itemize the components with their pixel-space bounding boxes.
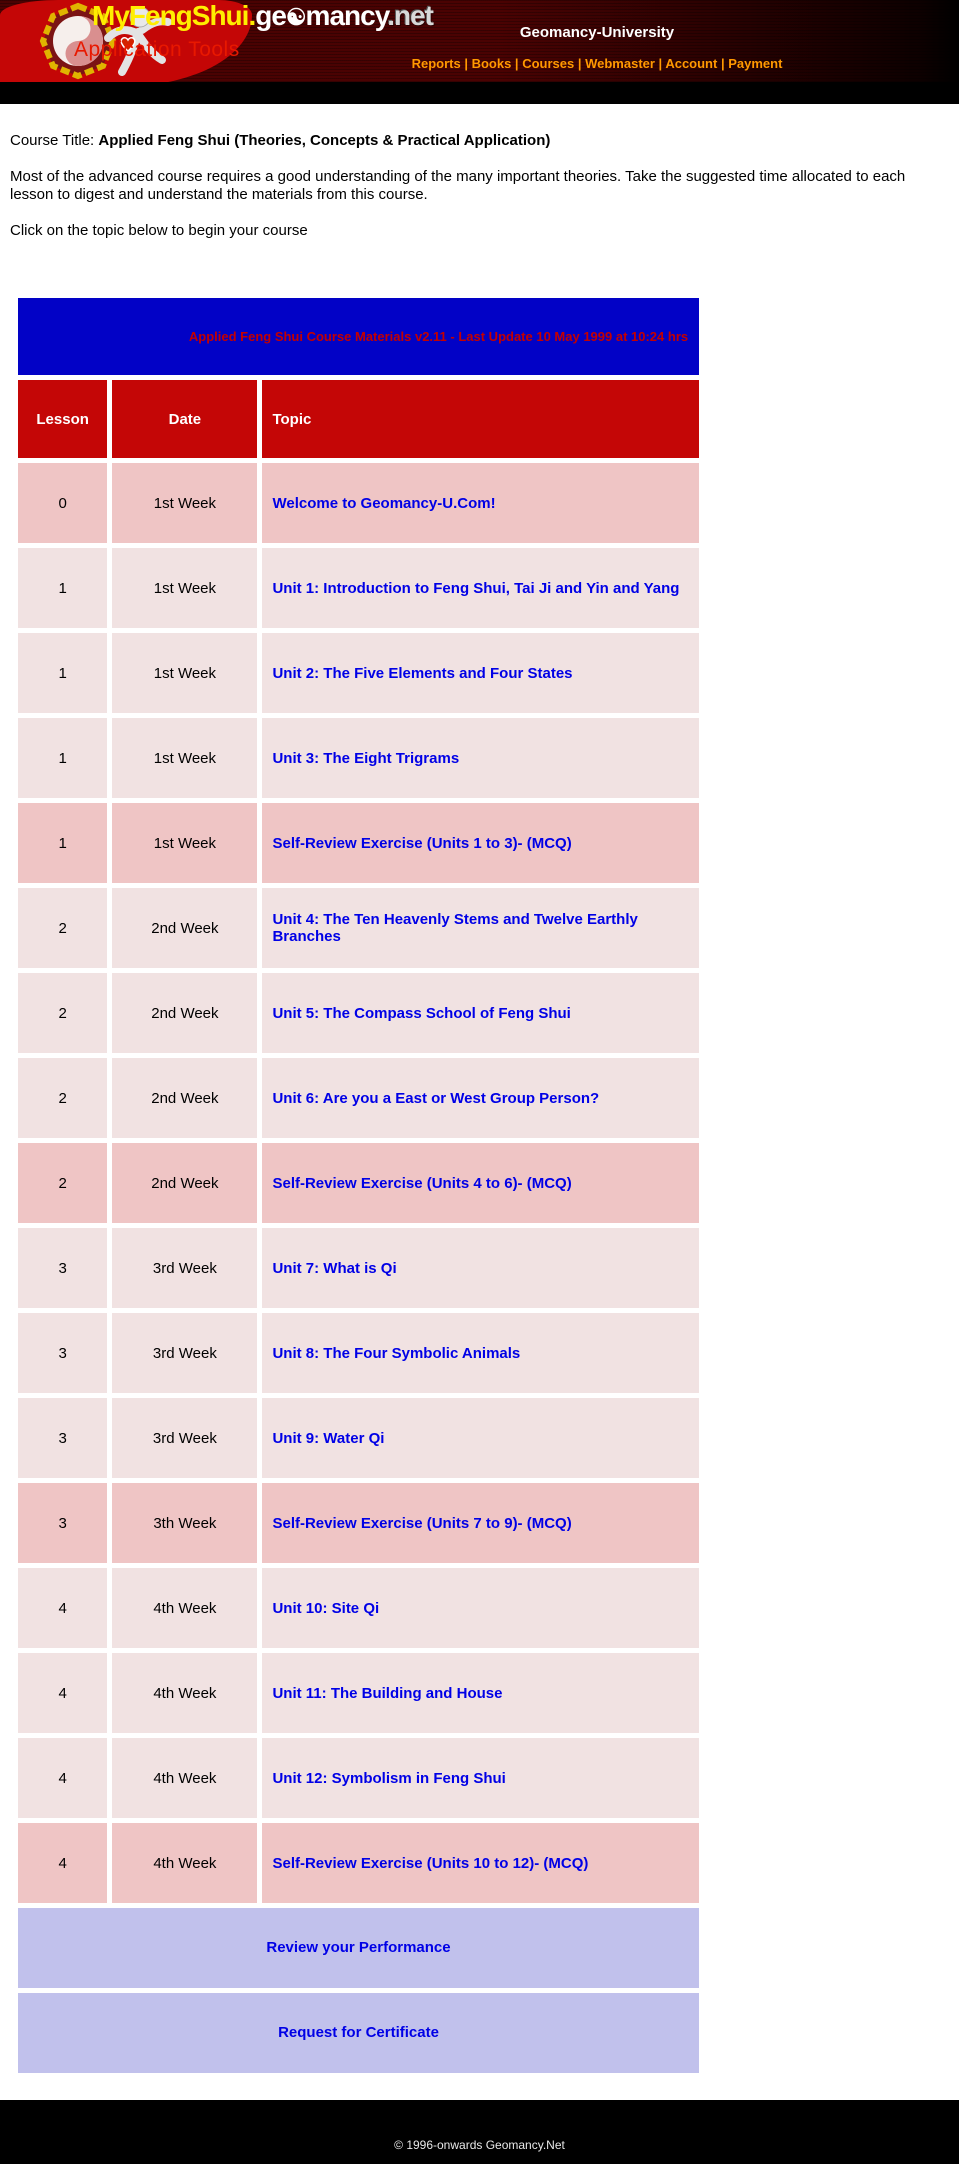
topic-link[interactable]: Unit 10: Site Qi [272, 1599, 380, 1617]
topic-link[interactable]: Unit 7: What is Qi [272, 1259, 397, 1277]
table-row [18, 1313, 699, 1393]
nav-separator: | [717, 56, 729, 71]
intro-section [10, 132, 949, 240]
nav-separator: | [654, 56, 666, 71]
date-cell: 4th Week [112, 1823, 257, 1903]
lesson-cell: 3 [18, 1313, 107, 1393]
table-row [18, 803, 699, 883]
action-row [18, 1908, 699, 1988]
table-row [18, 1483, 699, 1563]
topic-link[interactable]: Self-Review Exercise (Units 7 to 9)- (MCQ) [272, 1514, 572, 1532]
lesson-cell: 4 [18, 1823, 107, 1903]
header-nav [235, 56, 959, 71]
site-footer [0, 2100, 959, 2164]
course-materials-table [13, 293, 704, 2078]
topic-cell [262, 1313, 699, 1393]
lesson-cell: 2 [18, 1143, 107, 1223]
topic-cell [262, 718, 699, 798]
date-cell: 1st Week [112, 463, 257, 543]
action-row [18, 1993, 699, 2073]
nav-separator: | [511, 56, 523, 71]
logo-text-net: .net [387, 0, 433, 31]
table-row [18, 1738, 699, 1818]
date-cell: 2nd Week [112, 1058, 257, 1138]
topic-link[interactable]: Unit 1: Introduction to Feng Shui, Tai Ji and Yin and Yang [272, 579, 680, 597]
nav-separator: | [574, 56, 586, 71]
table-title-row [18, 298, 699, 375]
topic-cell [262, 1653, 699, 1733]
date-cell: 3rd Week [112, 1313, 257, 1393]
table-title: Applied Feng Shui Course Materials v2.11 - Last Update 10 May 1999 at 10:24 hrs [18, 298, 699, 375]
topic-link[interactable]: Unit 11: The Building and House [272, 1684, 503, 1702]
topic-link[interactable]: Self-Review Exercise (Units 1 to 3)- (MCQ) [272, 834, 572, 852]
table-row [18, 1823, 699, 1903]
action-cell [18, 1908, 699, 1988]
application-tools-label: Application Tools [74, 38, 240, 61]
nav-separator: | [460, 56, 472, 71]
lesson-cell: 1 [18, 803, 107, 883]
course-instruction: Click on the topic below to begin your course [10, 222, 308, 239]
table-row [18, 463, 699, 543]
lesson-cell: 4 [18, 1653, 107, 1733]
date-cell: 3rd Week [112, 1228, 257, 1308]
column-header-topic: Topic [262, 380, 699, 458]
date-cell: 3rd Week [112, 1398, 257, 1478]
table-row [18, 1143, 699, 1223]
topic-cell [262, 888, 699, 968]
logo-text-ge: ge [255, 0, 286, 31]
topic-cell [262, 1738, 699, 1818]
topic-link[interactable]: Welcome to Geomancy-U.Com! [272, 494, 496, 512]
table-row [18, 548, 699, 628]
course-title-value: Applied Feng Shui (Theories, Concepts & Practical Application) [98, 132, 551, 149]
date-cell: 4th Week [112, 1568, 257, 1648]
topic-link[interactable]: Self-Review Exercise (Units 4 to 6)- (MCQ) [272, 1174, 572, 1192]
lesson-cell: 0 [18, 463, 107, 543]
logo-text-myfengshui: MyFengShui. [92, 0, 256, 31]
date-cell: 2nd Week [112, 888, 257, 968]
lesson-cell: 1 [18, 718, 107, 798]
table-row [18, 1653, 699, 1733]
table-row [18, 1228, 699, 1308]
column-header-lesson: Lesson [18, 380, 107, 458]
lesson-cell: 3 [18, 1398, 107, 1478]
nav-link-reports[interactable]: Reports [411, 56, 461, 71]
copyright-text: © 1996-onwards Geomancy.Net [394, 2138, 565, 2152]
date-cell: 2nd Week [112, 973, 257, 1053]
date-cell: 4th Week [112, 1738, 257, 1818]
nav-link-payment[interactable]: Payment [728, 56, 783, 71]
action-link[interactable]: Request for Certificate [278, 2024, 439, 2041]
site-header [0, 0, 959, 82]
lesson-cell: 2 [18, 973, 107, 1053]
topic-cell [262, 1568, 699, 1648]
header-divider-bar [0, 82, 959, 104]
date-cell: 1st Week [112, 803, 257, 883]
table-row [18, 633, 699, 713]
yin-yang-icon: ☯ [285, 4, 306, 30]
course-description: Most of the advanced course requires a good understanding of the many important theories. Take the suggested time allocated to each lesson to digest and understand the materials from this course. [10, 168, 906, 203]
lesson-cell: 1 [18, 548, 107, 628]
topic-cell [262, 803, 699, 883]
topic-link[interactable]: Unit 4: The Ten Heavenly Stems and Twelve Earthly Branches [272, 911, 638, 945]
lesson-cell: 4 [18, 1738, 107, 1818]
date-cell: 3th Week [112, 1483, 257, 1563]
topic-cell [262, 548, 699, 628]
lesson-cell: 3 [18, 1483, 107, 1563]
topic-cell [262, 1143, 699, 1223]
date-cell: 1st Week [112, 633, 257, 713]
lesson-cell: 2 [18, 1058, 107, 1138]
logo-text-mancy: mancy [305, 0, 388, 31]
nav-link-books[interactable]: Books [471, 56, 512, 71]
date-cell: 1st Week [112, 718, 257, 798]
table-row [18, 1058, 699, 1138]
nav-link-courses[interactable]: Courses [522, 56, 575, 71]
lesson-cell: 1 [18, 633, 107, 713]
table-row [18, 718, 699, 798]
topic-link[interactable]: Unit 5: The Compass School of Feng Shui [272, 1004, 571, 1022]
action-link[interactable]: Review your Performance [266, 1939, 451, 1956]
table-row [18, 973, 699, 1053]
date-cell: 2nd Week [112, 1143, 257, 1223]
topic-cell [262, 1228, 699, 1308]
topic-link[interactable]: Self-Review Exercise (Units 10 to 12)- (MCQ) [272, 1854, 589, 1872]
topic-cell [262, 463, 699, 543]
topic-cell [262, 1823, 699, 1903]
topic-link[interactable]: Unit 6: Are you a East or West Group Person? [272, 1089, 600, 1107]
topic-cell [262, 973, 699, 1053]
course-title-line [10, 132, 949, 150]
table-row [18, 1568, 699, 1648]
topic-link[interactable]: Unit 2: The Five Elements and Four States [272, 664, 573, 682]
column-header-date: Date [112, 380, 257, 458]
lesson-cell: 2 [18, 888, 107, 968]
date-cell: 4th Week [112, 1653, 257, 1733]
lesson-cell: 3 [18, 1228, 107, 1308]
topic-cell [262, 1058, 699, 1138]
action-cell [18, 1993, 699, 2073]
nav-link-account[interactable]: Account [665, 56, 718, 71]
topic-cell [262, 1398, 699, 1478]
course-title-label: Course Title: [10, 132, 99, 149]
topic-link[interactable]: Unit 8: The Four Symbolic Animals [272, 1344, 521, 1362]
topic-cell [262, 633, 699, 713]
topic-link[interactable]: Unit 9: Water Qi [272, 1429, 385, 1447]
nav-link-webmaster[interactable]: Webmaster [585, 56, 655, 71]
table-row [18, 1398, 699, 1478]
topic-link[interactable]: Unit 3: The Eight Trigrams [272, 749, 460, 767]
page-title: Geomancy-University [519, 24, 675, 41]
lesson-cell: 4 [18, 1568, 107, 1648]
topic-cell [262, 1483, 699, 1563]
table-header-row [18, 380, 699, 458]
date-cell: 1st Week [112, 548, 257, 628]
topic-link[interactable]: Unit 12: Symbolism in Feng Shui [272, 1769, 506, 1787]
table-row [18, 888, 699, 968]
